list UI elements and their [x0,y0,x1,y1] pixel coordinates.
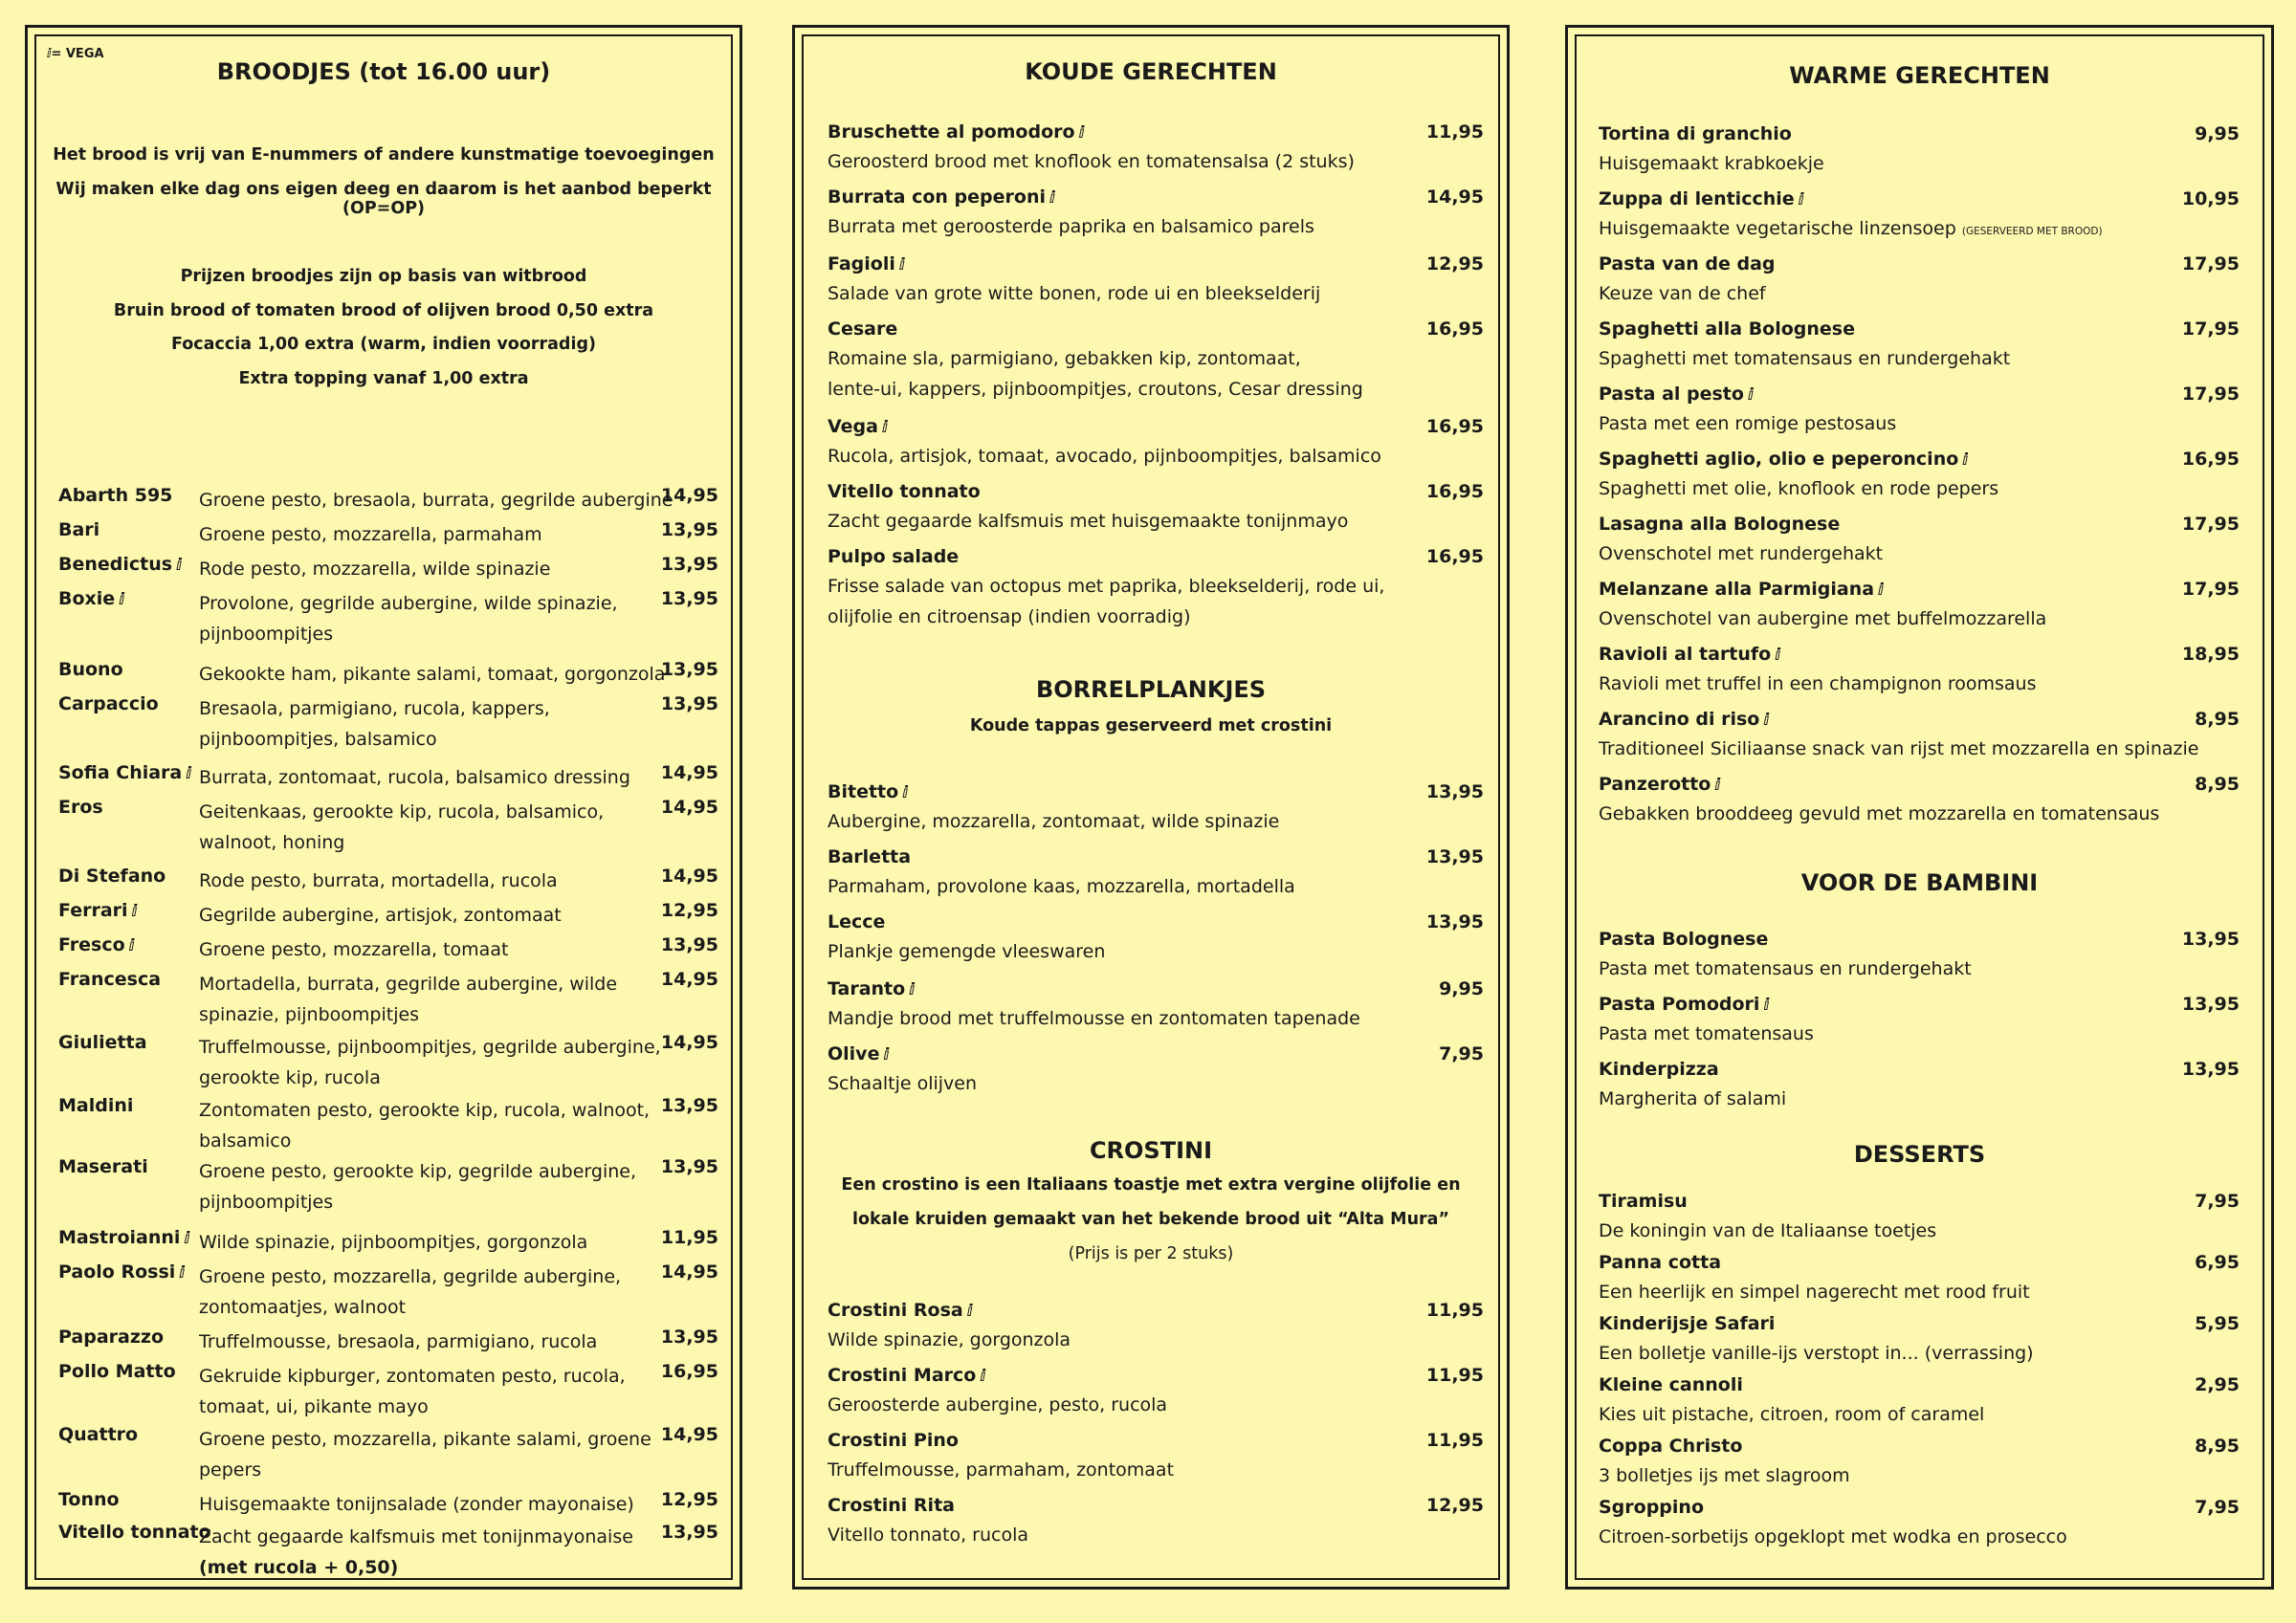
koude-item-name: Vitello tonnato [828,481,981,502]
broodjes-title: BROODJES (tot 16.00 uur) [216,58,551,85]
warme-item [1599,644,2240,701]
vega-icon: ⅈ [1798,190,1804,209]
koude-item-price: 11,95 [1425,121,1484,143]
koude-item [828,186,1484,244]
warme-item-desc: Keuze van de chef [1599,283,1766,304]
warme-item [1599,188,2240,246]
koude-panel [792,25,1510,1590]
koude-item-desc: Burrata met geroosterde paprika en balsamico parels [828,216,1314,237]
warme-item-price: 17,95 [2181,514,2240,535]
broodje-name: Bari [58,519,100,540]
broodje-desc: Gekookte ham, pikante salami, tomaat, gorgonzola [199,664,666,685]
crostini-item-price: 11,95 [1425,1365,1484,1386]
dessert-item-name: Kleine cannoli [1599,1374,1743,1395]
warme-panel [1565,25,2274,1590]
broodje-price: 13,95 [660,554,718,575]
warme-item [1599,709,2240,766]
borrel-item-price: 13,95 [1425,781,1484,802]
borrel-item-name: Bitetto ⅈ [828,781,909,802]
borrel-item-name: Taranto ⅈ [828,978,916,999]
vega-icon: ⅈ [179,1263,186,1283]
broodje-desc: Rode pesto, burrata, mortadella, rucola [199,870,558,891]
koude-item [828,481,1484,538]
koude-item-name: Burrata con peperoni ⅈ [828,186,1055,208]
warme-item-desc-note: (GESERVEERD MET BROOD) [1961,226,2103,237]
broodje-name: Maserati [58,1156,148,1177]
broodje-name: Fresco ⅈ [58,934,135,955]
bambini-item-price: 13,95 [2181,929,2240,950]
broodje-desc: Groene pesto, bresaola, burrata, gegrilde aubergine [199,490,673,511]
warme-item-name: Spaghetti aglio, olio e peperoncino ⅈ [1599,449,1969,470]
broodje-name: Di Stefano [58,866,166,887]
broodje-name: Boxie ⅈ [58,588,125,609]
borrel-item-price: 13,95 [1425,911,1484,932]
broodje-name: Eros [58,797,103,818]
broodje-price: 14,95 [660,969,718,990]
broodje-name: Maldini [58,1095,134,1116]
borrel-item [828,1043,1484,1101]
warme-item-name: Arancino di riso ⅈ [1599,709,1770,730]
dessert-item-name: Sgroppino [1599,1497,1705,1518]
warme-item-desc: Traditioneel Siciliaanse snack van rijst met mozzarella en spinazie [1599,738,2199,759]
price-note-2: Bruin brood of tomaten brood of olijven brood 0,50 extra [113,301,654,320]
warme-item [1599,318,2240,376]
broodje-price: 14,95 [660,1261,718,1283]
koude-item-name: Vega ⅈ [828,416,888,437]
broodje-desc: Groene pesto, gerookte kip, gegrilde aubergine, pijnboompitjes [199,1161,636,1213]
warme-item-price: 17,95 [2181,384,2240,405]
broodje-name: Ferrari ⅈ [58,900,138,921]
broodje-name: Buono [58,659,123,680]
koude-item-price: 16,95 [1425,546,1484,567]
borrel-item-desc: Aubergine, mozzarella, zontomaat, wilde spinazie [828,811,1280,832]
crostini-item-desc: Truffelmousse, parmaham, zontomaat [828,1459,1175,1480]
broodje-item [58,519,728,548]
broodje-desc: Bresaola, parmigiano, rucola, kappers, pijnboompitjes, balsamico [199,698,550,750]
broodje-desc-extra: (met rucola + 0,50) [199,1557,399,1578]
broodje-price: 13,95 [660,1327,718,1348]
broodje-item [58,1522,728,1578]
broodje-desc: Gekruide kipburger, zontomaten pesto, rucola, tomaat, ui, pikante mayo [199,1366,626,1417]
bambini-item [1599,929,2240,986]
borrel-item-desc: Plankje gemengde vleeswaren [828,941,1106,962]
broodje-name: Benedictus ⅈ [58,554,182,575]
vega-legend: ⅈ= VEGA [47,47,104,61]
broodje-name: Quattro [58,1424,139,1445]
broodje-name: Abarth 595 [58,485,173,506]
warme-item-name: Spaghetti alla Bolognese [1599,318,1856,340]
broodje-item [58,1361,728,1417]
warme-item-desc: Spaghetti met tomatensaus en rundergehakt [1599,348,2011,369]
broodje-name: Tonno [58,1489,120,1510]
warme-item [1599,253,2240,311]
crostini-item-price: 11,95 [1425,1300,1484,1321]
broodje-price: 12,95 [660,1489,718,1510]
borrel-item [828,978,1484,1036]
warme-item [1599,514,2240,571]
vega-icon: ⅈ [176,556,182,575]
broodje-name: Pollo Matto [58,1361,176,1382]
vega-icon: ⅈ [128,936,135,955]
broodje-name: Paparazzo [58,1327,165,1348]
vega-icon: ⅈ [1763,996,1770,1015]
broodje-price: 13,95 [660,659,718,680]
broodje-desc: Groene pesto, mozzarella, tomaat [199,939,509,960]
koude-item-price: 16,95 [1425,318,1484,340]
warme-item-name: Ravioli al tartufo ⅈ [1599,644,1781,665]
koude-item-price: 14,95 [1425,186,1484,208]
dessert-item [1599,1252,2240,1309]
borrel-item-name: Barletta [828,846,912,867]
bambini-item-price: 13,95 [2181,1059,2240,1080]
dessert-item-price: 2,95 [2195,1374,2240,1395]
broodje-item [58,1227,728,1256]
dessert-item-name: Panna cotta [1599,1252,1722,1273]
broodje-item [58,762,728,791]
koude-item-name: Bruschette al pomodoro ⅈ [828,121,1085,143]
broodje-price: 14,95 [660,866,718,887]
warme-title: WARME GERECHTEN [1789,62,2050,89]
bambini-item-desc: Pasta met tomatensaus [1599,1023,1814,1044]
warme-item-desc: Huisgemaakt krabkoekje [1599,153,1824,174]
warme-item-desc: Ovenschotel van aubergine met buffelmozzarella [1599,608,2047,629]
crostini-item-desc: Geroosterde aubergine, pesto, rucola [828,1394,1168,1415]
koude-item-desc: Geroosterd brood met knoflook en tomatensalsa (2 stuks) [828,151,1355,172]
dessert-item-desc: 3 bolletjes ijs met slagroom [1599,1465,1850,1486]
warme-item-price: 17,95 [2181,318,2240,340]
crostini-item [828,1300,1484,1357]
vega-icon: ⅈ [1962,450,1969,470]
warme-item-name: Pasta van de dag [1599,253,1776,274]
crostini-item-name: Crostini Marco ⅈ [828,1365,986,1386]
broodje-price: 13,95 [660,1522,718,1543]
vega-icon: ⅈ [898,255,905,274]
crostini-line-1: Een crostino is een Italiaans toastje met extra vergine olijfolie en [841,1175,1461,1195]
bambini-item-desc: Pasta met tomatensaus en rundergehakt [1599,958,1972,979]
dessert-item-name: Coppa Christo [1599,1436,1743,1457]
vega-icon: ⅈ [902,783,909,802]
bambini-item-name: Pasta Bolognese [1599,929,1769,950]
broodje-price: 13,95 [660,1156,718,1177]
warme-item-price: 9,95 [2195,123,2240,144]
vega-icon: ⅈ [980,1367,986,1386]
vega-icon: ⅈ [1763,711,1770,730]
dessert-item [1599,1374,2240,1432]
broodje-price: 14,95 [660,1424,718,1445]
borrel-item [828,911,1484,969]
broodjes-note-1: Het brood is vrij van E-nummers of andere kunstmatige toevoegingen [53,145,715,164]
koude-item-name: Pulpo salade [828,546,960,567]
borrel-item-name: Olive ⅈ [828,1043,890,1064]
broodje-item [58,588,728,645]
broodje-price: 16,95 [660,1361,718,1382]
vega-icon: ⅈ [966,1302,973,1321]
koude-item [828,121,1484,179]
broodje-item [58,1261,728,1318]
dessert-item-name: Kinderijsje Safari [1599,1313,1776,1334]
dessert-item [1599,1497,2240,1554]
crostini-item [828,1365,1484,1422]
borrel-item-desc: Parmaham, provolone kaas, mozzarella, mortadella [828,876,1295,897]
bambini-item [1599,1059,2240,1116]
crostini-line-3: (Prijs is per 2 stuks) [1068,1244,1234,1263]
dessert-item-price: 5,95 [2195,1313,2240,1334]
warme-item-price: 18,95 [2181,644,2240,665]
broodjes-note-2: Wij maken elke dag ons eigen deeg en daarom is het aanbod beperkt (OP=OP) [55,180,712,218]
broodje-item [58,969,728,1025]
warme-item-price: 16,95 [2181,449,2240,470]
dessert-item [1599,1436,2240,1493]
broodje-name: Paolo Rossi ⅈ [58,1261,186,1283]
koude-item-desc: Frisse salade van octopus met paprika, bleekselderij, rode ui, olijfolie en citroensap (indien voorradig) [828,576,1385,627]
vega-icon: ⅈ [883,1045,890,1064]
koude-item [828,546,1484,627]
dessert-item-price: 7,95 [2195,1191,2240,1212]
warme-item [1599,384,2240,441]
broodje-desc: Truffelmousse, pijnboompitjes, gegrilde aubergine, gerookte kip, rucola [199,1037,661,1088]
broodje-item [58,797,728,853]
warme-item-desc: Gebakken brooddeeg gevuld met mozzarella en tomatensaus [1599,803,2160,824]
broodje-desc: Huisgemaakte tonijnsalade (zonder mayonaise) [199,1494,634,1515]
price-note-3: Focaccia 1,00 extra (warm, indien voorradig) [171,335,596,354]
broodje-item [58,485,728,514]
koude-item-price: 16,95 [1425,416,1484,437]
crostini-title: CROSTINI [1089,1137,1213,1164]
broodje-item [58,1156,728,1213]
broodje-name: Giulietta [58,1032,147,1053]
bambini-item-name: Pasta Pomodori ⅈ [1599,994,1770,1015]
vega-icon: ⅈ [186,764,192,783]
broodje-price: 13,95 [660,693,718,714]
borrel-subtitle: Koude tappas geserveerd met crostini [969,716,1333,735]
dessert-item-desc: Citroen-sorbetijs opgeklopt met wodka en prosecco [1599,1526,2067,1547]
broodje-desc: Provolone, gegrilde aubergine, wilde spinazie, pijnboompitjes [199,593,618,645]
vega-icon: ⅈ [881,418,888,437]
vega-icon: ⅈ [1078,123,1085,143]
dessert-item-price: 6,95 [2195,1252,2240,1273]
broodje-item [58,934,728,963]
crostini-item-desc: Wilde spinazie, gorgonzola [828,1329,1071,1350]
dessert-item-desc: Een heerlijk en simpel nagerecht met rood fruit [1599,1282,2030,1303]
bambini-item [1599,994,2240,1051]
warme-item-price: 8,95 [2195,709,2240,730]
crostini-item-name: Crostini Rosa ⅈ [828,1300,973,1321]
warme-item-name: Pasta al pesto ⅈ [1599,384,1754,405]
koude-item [828,318,1484,400]
vega-icon: ⅈ [1049,188,1055,208]
dessert-item [1599,1191,2240,1248]
broodje-desc: Geitenkaas, gerookte kip, rucola, balsamico, walnoot, honing [199,801,605,853]
vega-icon: ⅈ [184,1229,190,1248]
warme-item-desc: Pasta met een romige pestosaus [1599,413,1897,434]
crostini-item-name: Crostini Rita [828,1495,955,1516]
warme-item-price: 10,95 [2181,188,2240,209]
broodje-price: 13,95 [660,519,718,540]
broodje-desc: Wilde spinazie, pijnboompitjes, gorgonzola [199,1232,588,1253]
broodje-desc: Truffelmousse, bresaola, parmigiano, rucola [199,1331,598,1352]
koude-item-name: Cesare [828,318,898,340]
dessert-item-desc: Een bolletje vanille-ijs verstopt in... (verrassing) [1599,1343,2034,1364]
warme-item [1599,123,2240,181]
broodje-desc: Gegrilde aubergine, artisjok, zontomaat [199,905,562,926]
broodje-item [58,1424,728,1480]
vega-icon: ⅈ [1878,581,1884,600]
koude-item [828,416,1484,473]
borrel-item-name: Lecce [828,911,886,932]
broodje-price: 13,95 [660,934,718,955]
broodje-price: 14,95 [660,1032,718,1053]
crostini-item-desc: Vitello tonnato, rucola [828,1524,1029,1546]
borrel-item-price: 9,95 [1439,978,1484,999]
warme-item-desc: Huisgemaakte vegetarische linzensoep (GESERVEERD MET BROOD) [1599,218,2103,239]
crostini-item-price: 12,95 [1425,1495,1484,1516]
crostini-line-2: lokale kruiden gemaakt van het bekende brood uit “Alta Mura” [852,1210,1449,1229]
borrel-item-desc: Schaaltje olijven [828,1073,978,1094]
dessert-item-price: 8,95 [2195,1436,2240,1457]
dessert-item-desc: De koningin van de Italiaanse toetjes [1599,1220,1937,1241]
vega-icon: ⅈ [909,980,916,999]
dessert-item-price: 7,95 [2195,1497,2240,1518]
borrel-item-desc: Mandje brood met truffelmousse en zontomaten tapenade [828,1008,1360,1029]
bambini-item-name: Kinderpizza [1599,1059,1719,1080]
koude-item-desc: Rucola, artisjok, tomaat, avocado, pijnboompitjes, balsamico [828,446,1381,467]
broodje-name: Francesca [58,969,162,990]
broodje-item [58,1489,728,1518]
borrel-item-price: 7,95 [1439,1043,1484,1064]
borrel-item [828,846,1484,904]
dessert-item-name: Tiramisu [1599,1191,1688,1212]
koude-item-price: 16,95 [1425,481,1484,502]
koude-item-desc: Salade van grote witte bonen, rode ui en bleekselderij [828,283,1321,304]
broodje-desc: Zontomaten pesto, gerookte kip, rucola, walnoot, balsamico [199,1100,651,1151]
koude-item-desc: Zacht gegaarde kalfsmuis met huisgemaakte tonijnmayo [828,511,1349,532]
vega-icon: ⅈ [1775,646,1781,665]
dessert-item [1599,1313,2240,1371]
broodje-desc: Zacht gegaarde kalfsmuis met tonijnmayonaise (met rucola + 0,50) [199,1526,633,1578]
broodje-price: 14,95 [660,485,718,506]
broodje-desc: Rode pesto, mozzarella, wilde spinazie [199,559,551,580]
warme-item-name: Melanzane alla Parmigiana ⅈ [1599,579,1884,600]
warme-item-price: 8,95 [2195,774,2240,795]
warme-item [1599,449,2240,506]
broodjes-panel [25,25,742,1590]
koude-item-price: 12,95 [1425,253,1484,274]
broodje-desc: Burrata, zontomaat, rucola, balsamico dressing [199,767,630,788]
warme-item-desc: Spaghetti met olie, knoflook en rode pepers [1599,478,1999,499]
broodje-item [58,1095,728,1151]
bambini-item-desc: Margherita of salami [1599,1088,1787,1109]
crostini-item-name: Crostini Pino [828,1430,959,1451]
broodje-price: 13,95 [660,1095,718,1116]
broodje-name: Mastroianni ⅈ [58,1227,190,1248]
broodje-item [58,900,728,929]
koude-item-desc: Romaine sla, parmigiano, gebakken kip, zontomaat, lente-ui, kappers, pijnboompitjes, croutons, Cesar dressing [828,348,1363,400]
borrel-title: BORRELPLANKJES [1035,676,1267,703]
price-note-4: Extra topping vanaf 1,00 extra [238,369,529,388]
broodje-desc: Groene pesto, mozzarella, parmaham [199,524,542,545]
warme-item [1599,774,2240,831]
broodje-item [58,659,728,688]
desserts-title: DESSERTS [1853,1141,1986,1168]
warme-item-name: Zuppa di lenticchie ⅈ [1599,188,1804,209]
price-note-1: Prijzen broodjes zijn op basis van witbrood [180,267,587,286]
broodje-item [58,1032,728,1088]
broodje-price: 14,95 [660,762,718,783]
koude-item [828,253,1484,311]
bambini-item-price: 13,95 [2181,994,2240,1015]
crostini-item-price: 11,95 [1425,1430,1484,1451]
warme-item [1599,579,2240,636]
koude-title: KOUDE GERECHTEN [1025,58,1277,85]
warme-item-name: Panzerotto ⅈ [1599,774,1721,795]
vega-icon: ⅈ [119,590,125,609]
broodje-desc: Groene pesto, mozzarella, pikante salami, groene pepers [199,1429,651,1480]
warme-item-price: 17,95 [2181,253,2240,274]
broodje-item [58,554,728,582]
vega-icon: ⅈ [131,902,138,921]
warme-item-desc: Ravioli met truffel in een champignon roomsaus [1599,673,2037,694]
broodje-price: 11,95 [660,1227,718,1248]
warme-item-name: Tortina di granchio [1599,123,1792,144]
borrel-item-price: 13,95 [1425,846,1484,867]
dessert-item-desc: Kies uit pistache, citroen, room of caramel [1599,1404,1985,1425]
broodje-name: Carpaccio [58,693,159,714]
broodje-desc: Mortadella, burrata, gegrilde aubergine, wilde spinazie, pijnboompitjes [199,974,618,1025]
broodje-item [58,693,728,750]
crostini-item [828,1430,1484,1487]
warme-item-name: Lasagna alla Bolognese [1599,514,1841,535]
broodje-price: 14,95 [660,797,718,818]
crostini-item [828,1495,1484,1552]
bambini-title: VOOR DE BAMBINI [1800,869,2039,896]
broodje-item [58,866,728,894]
vega-icon: ⅈ [1747,385,1754,405]
broodje-price: 13,95 [660,588,718,609]
borrel-item [828,781,1484,839]
broodje-name: Sofia Chiara ⅈ [58,762,192,783]
vega-icon: ⅈ [1714,776,1721,795]
broodje-price: 12,95 [660,900,718,921]
broodje-item [58,1327,728,1355]
broodje-name: Vitello tonnato [58,1522,211,1543]
warme-item-desc: Ovenschotel met rundergehakt [1599,543,1884,564]
warme-item-price: 17,95 [2181,579,2240,600]
koude-item-name: Fagioli ⅈ [828,253,905,274]
broodje-desc: Groene pesto, mozzarella, gegrilde aubergine, zontomaatjes, walnoot [199,1266,622,1318]
